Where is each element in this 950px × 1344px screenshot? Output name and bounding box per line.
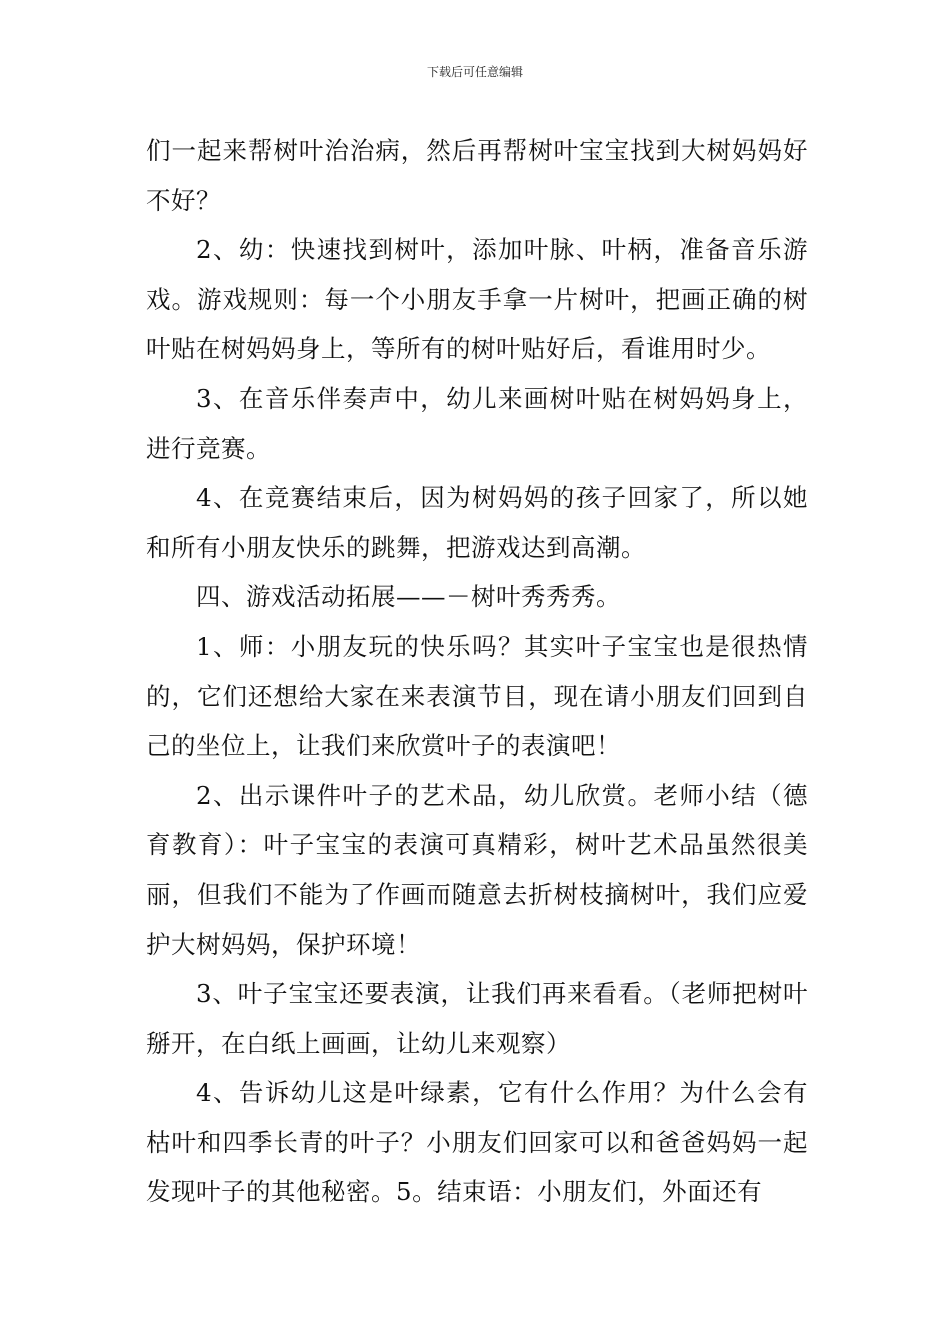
paragraph-7: 3、叶子宝宝还要表演，让我们再来看看。（老师把树叶掰开，在白纸上画画，让幼儿来观察） <box>146 979 808 1058</box>
paragraph-3: 3、在音乐伴奏声中，幼儿来画树叶贴在树妈妈身上，进行竞赛。 <box>146 383 808 463</box>
document-body <box>146 126 808 1217</box>
page-header: 下载后可任意编辑 <box>426 65 523 79</box>
paragraph-2: 2、幼：快速找到树叶，添加叶脉、叶柄，准备音乐游戏。游戏规则：每一个小朋友手拿一片树叶，把画正确的树叶贴在树妈妈身上，等所有的树叶贴好后，看谁用时少。 <box>146 235 808 364</box>
paragraph-4: 4、在竞赛结束后，因为树妈妈的孩子回家了，所以她和所有小朋友快乐的跳舞，把游戏达到高潮。 <box>146 483 808 562</box>
paragraph-5: 1、师：小朋友玩的快乐吗？其实叶子宝宝也是很热情的，它们还想给大家在来表演节目，现在请小朋友们回到自己的坐位上，让我们来欣赏叶子的表演吧！ <box>146 631 808 761</box>
paragraph-1: 们一起来帮树叶治治病，然后再帮树叶宝宝找到大树妈妈好不好？ <box>146 136 808 215</box>
paragraph-6: 2、出示课件叶子的艺术品，幼儿欣赏。老师小结（德育教育）：叶子宝宝的表演可真精彩，树叶艺术品虽然很美丽，但我们不能为了作画而随意去折树枝摘树叶，我们应爱护大树妈妈，保护环境！ <box>146 780 808 959</box>
paragraph-8: 4、告诉幼儿这是叶绿素，它有什么作用？为什么会有枯叶和四季长青的叶子？小朋友们回家可以和爸爸妈妈一起发现叶子的其他秘密。5。结束语：小朋友们，外面还有 <box>146 1078 808 1207</box>
section-heading: 四、游戏活动拓展——－树叶秀秀秀。 <box>196 582 621 612</box>
